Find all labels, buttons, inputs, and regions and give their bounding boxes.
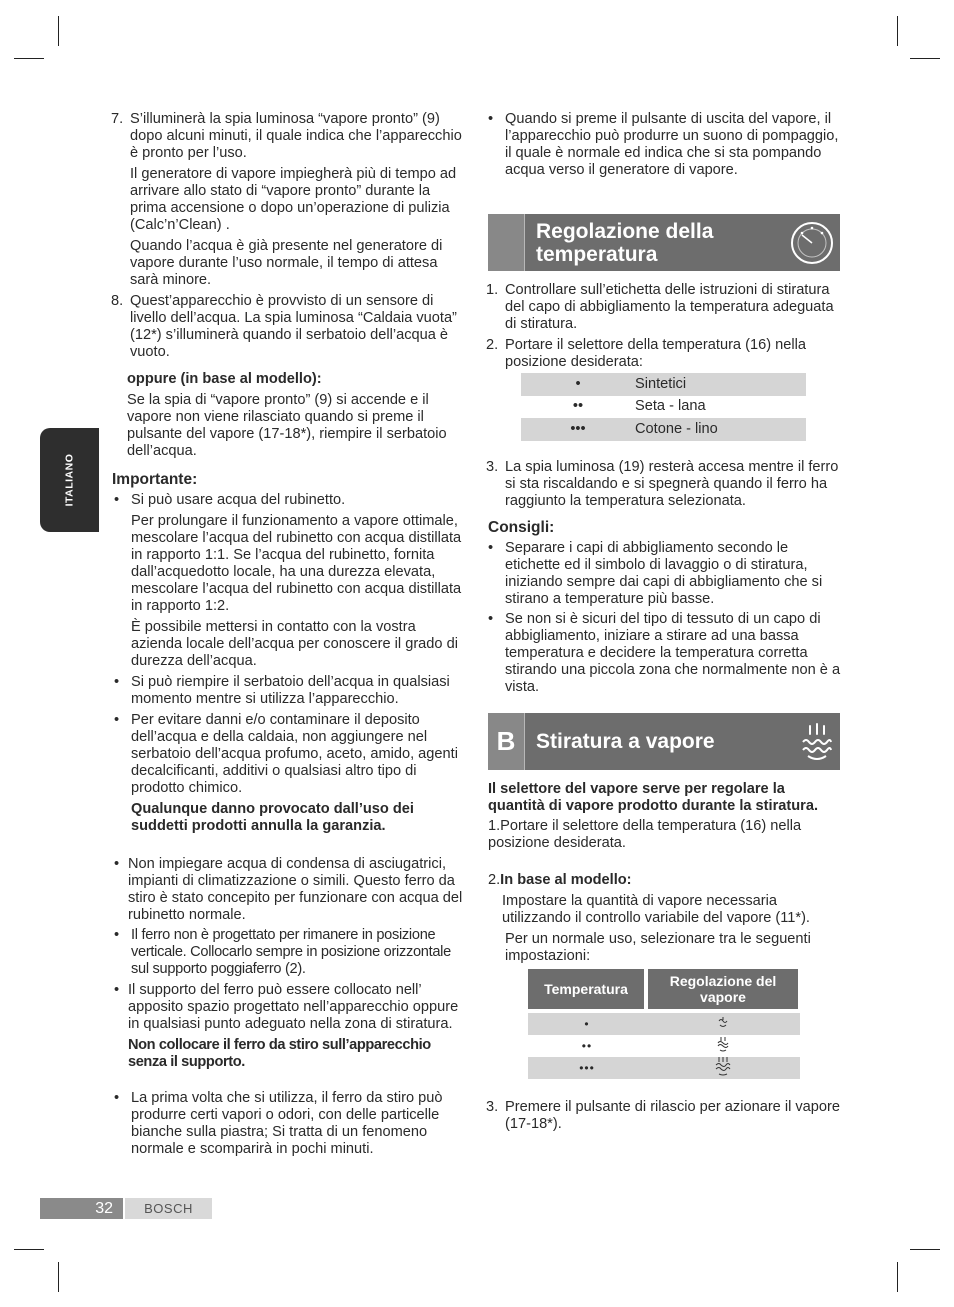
support-warning: Non collocare il ferro da stiro sull’apparecchio senza il supporto. (128, 1037, 431, 1070)
column-header: Regolazione del vapore (648, 969, 798, 1009)
step-text: La spia luminosa (19) resterà accesa mentre il ferro si sta riscaldando e si spegnerà quando il ferro ha raggiunto la temperatura selezionata. (505, 459, 839, 509)
fabric-label: Seta - lana (635, 398, 706, 415)
steam-intro-text: Il selettore del vapore serve per regolare la quantità di vapore prodotto durante la stiratura. (488, 781, 819, 814)
language-tab (40, 428, 99, 532)
list-item-text: Per prolungare il funzionamento a vapore ottimale, mescolare l’acqua del rubinetto con acqua distillata in rapporto 1:1. Se l’acqua del rubinetto, fornita dall’acquedotto locale, ha una durezza elevata, mescolare l’acqua del rubinetto con acqua distillata in rapporto 1:2. (131, 513, 462, 614)
crop-mark (58, 16, 59, 46)
step-8-text: Quest’apparecchio è provvisto di un sensore di livello dell’acqua. La spia luminosa “Caldaia vuota” (12*) s’illuminerà quando il serbatoio dell’acqua è vuoto. (130, 293, 457, 360)
page-number-text: 32 (95, 1200, 113, 1217)
step-7-text: S’illuminerà la spia luminosa “vapore pronto” (9) dopo alcuni minuti, il quale indica che l’apparecchio è pronto per l’uso. (130, 111, 462, 161)
step-text: Impostare la quantità di vapore necessaria utilizzando il controllo variabile del vapore (11*). (502, 893, 810, 926)
steam-medium-icon (646, 1036, 800, 1057)
crop-mark (897, 16, 898, 46)
step-7-note: Quando l’acqua è già presente nel generatore di vapore durante l’uso normale, il tempo di attesa sarà minore. (130, 238, 443, 288)
step-7 (111, 111, 466, 289)
temperature-dots: •• (581, 1038, 593, 1053)
crop-mark (910, 1249, 940, 1250)
crop-mark (897, 1262, 898, 1292)
step-text: Per un normale uso, selezionare tra le seguenti impostazioni: (505, 931, 811, 964)
importante-list-4 (114, 982, 468, 1071)
bullet: • (114, 492, 120, 508)
step-number: 2. (488, 872, 501, 888)
list-item (114, 856, 468, 924)
importante-list-5 (114, 1090, 469, 1158)
temperature-steps (486, 282, 841, 371)
temperature-step-3 (486, 459, 841, 510)
consigli-list (488, 540, 841, 696)
steam-small-icon (646, 1016, 800, 1033)
list-item (114, 1090, 469, 1158)
importante-heading: Importante: (112, 471, 198, 488)
bullet: • (488, 111, 494, 127)
step-text: Premere il pulsante di rilascio per azionare il vapore (17-18*). (505, 1099, 841, 1132)
oppure-label: oppure (in base al modello): (127, 371, 322, 387)
list-item (488, 111, 841, 179)
section-header-temperature (488, 214, 840, 271)
column-header: Temperatura (528, 969, 644, 1009)
step-text: Controllare sull’etichetta delle istruzioni di stiratura del capo di abbigliamento la temperatura adeguata di stiratura. (505, 282, 834, 332)
warranty-warning: Qualunque danno provocato dall’uso dei suddetti prodotti annulla la garanzia. (131, 801, 414, 834)
importante-list-3 (114, 927, 471, 978)
page-number (40, 1198, 123, 1219)
fabric-label: Sintetici (635, 375, 687, 392)
step-3 (486, 1099, 841, 1133)
right-top-note (488, 111, 841, 179)
temperature-dots: •• (572, 398, 584, 415)
step-7-note: Il generatore di vapore impiegherà più di tempo ad arrivare allo stato di “vapore pronto” durante la prima accensione o dopo un’operazione di pulizia (Calc’n’Clean) . (130, 166, 457, 233)
list-item-text: Si può usare acqua del rubinetto. (131, 492, 346, 508)
importante-list (114, 492, 469, 835)
step-number: 7. (111, 111, 124, 127)
bullet: • (488, 611, 494, 627)
table-row (528, 1013, 800, 1035)
temperature-table (521, 373, 806, 441)
step-bold: In base al modello: (500, 872, 632, 888)
list-item (488, 611, 841, 696)
section-title: Stiratura a vapore (536, 730, 715, 753)
steam-table (528, 969, 800, 1079)
section-letter-box (488, 214, 525, 271)
steam-large-icon (646, 1056, 800, 1081)
list-item-text: La prima volta che si utilizza, il ferro da stiro può produrre certi vapori o odori, con delle particelle bianche sulla piastra; Si tratta di un fenomeno normale e scomparirà in pochi minuti. (131, 1090, 443, 1157)
bullet: • (114, 1090, 120, 1106)
step-text: Portare il selettore della temperatura (16) nella posizione desiderata: (505, 337, 806, 370)
step-number: 8. (111, 293, 124, 309)
bullet: • (114, 712, 120, 728)
temperature-dots: • (584, 1016, 590, 1031)
section-title: Regolazione della temperatura (536, 220, 714, 266)
importante-list-2 (114, 856, 468, 924)
table-row (521, 418, 806, 441)
table-row (528, 1035, 800, 1057)
temperature-dots: ••• (570, 420, 586, 437)
list-item-text: È possibile mettersi in contatto con la vostra azienda locale dell’acqua per conoscere il grado di durezza dell’acqua. (131, 619, 458, 669)
list-item-text: Se non si è sicuri del tipo di tessuto di un capo di abbigliamento, iniziare a stirare ad una bassa temperatura e decidere la temperatura corretta stirando una piccola zona che normalmente non è a vista. (505, 611, 841, 695)
temperature-dots: ••• (579, 1060, 595, 1075)
table-row (528, 1057, 800, 1079)
list-item-text: Si può riempire il serbatoio dell’acqua in qualsiasi momento mentre si utilizza l’apparecchio. (131, 674, 450, 707)
step-8 (111, 293, 466, 361)
consigli-heading: Consigli: (488, 519, 555, 536)
crop-mark (14, 58, 44, 59)
list-item-text: Per evitare danni e/o contaminare il deposito dell’acqua e della caldaia, non aggiungere nel serbatoio dell’acqua profumo, aceto, amido, agenti decalcificanti, additivi o qualsiasi altro tipo di prodotto chimico. (131, 712, 458, 796)
step-2 (486, 337, 841, 371)
bullet: • (114, 982, 120, 998)
list-item (114, 712, 469, 835)
steam-icon (798, 722, 836, 762)
section-letter: B (488, 713, 525, 770)
step-1 (486, 282, 841, 333)
step-number: 2. (486, 337, 499, 353)
oppure-block (127, 371, 465, 460)
steam-step-1: 1.Portare il selettore della temperatura (16) nella posizione desiderata. (488, 818, 802, 851)
temperature-dots: • (575, 375, 581, 392)
bullet: • (114, 927, 119, 943)
language-tab-label: ITALIANO (63, 453, 75, 507)
list-item (114, 674, 469, 708)
steam-step-2 (488, 872, 844, 965)
bullet: • (488, 540, 494, 556)
crop-mark (14, 1249, 44, 1250)
list-item-text: Il supporto del ferro può essere collocato nell’ apposito spazio progettato nell’apparecchio oppure in qualsiasi punto adeguato nella zona di stiratura. (128, 982, 459, 1032)
list-item (114, 927, 471, 978)
list-item-text: Non impiegare acqua di condensa di asciugatrici, impianti di climatizzazione o simili. Questo ferro da stiro è stato concepito per funzionare con acqua del rubinetto normale. (128, 856, 463, 923)
steam-step-3 (486, 1099, 841, 1133)
temperature-dial-icon (789, 220, 835, 266)
step-number: 3. (486, 459, 499, 475)
steam-intro (488, 781, 838, 852)
table-row (521, 396, 806, 419)
crop-mark (58, 1262, 59, 1292)
left-column (111, 111, 466, 361)
step-number: 3. (486, 1099, 499, 1115)
fabric-label: Cotone - lino (635, 420, 718, 437)
list-item-text: Il ferro non è progettato per rimanere in posizione verticale. Collocarlo sempre in posizione orizzontale sul supporto poggiaferro (2). (131, 927, 451, 977)
list-item-text: Separare i capi di abbigliamento secondo le etichette ed il simbolo di lavaggio o di stiratura, iniziando sempre dai capi di abbigliamento che si stirano a temperature più basse. (505, 540, 823, 607)
oppure-text: Se la spia di “vapore pronto” (9) si accende e il vapore non viene rilasciato quando si preme il pulsante del vapore (17-18*), riempire il serbatoio dell’acqua. (127, 392, 447, 459)
bullet: • (114, 856, 120, 872)
section-header-steam (488, 713, 840, 770)
list-item-text: Quando si preme il pulsante di uscita del vapore, il l’apparecchio può produrre un suono di pompaggio, il quale è normale ed indica che si sta pompando acqua verso il generatore di vapore. (505, 111, 839, 178)
list-item (114, 492, 469, 670)
list-item (114, 982, 468, 1071)
step-number: 1. (486, 282, 499, 298)
bullet: • (114, 674, 120, 690)
list-item (488, 540, 841, 608)
crop-mark (910, 58, 940, 59)
step-3 (486, 459, 841, 510)
brand-label: BOSCH (125, 1198, 212, 1219)
table-header (528, 969, 800, 1009)
table-row (521, 373, 806, 396)
